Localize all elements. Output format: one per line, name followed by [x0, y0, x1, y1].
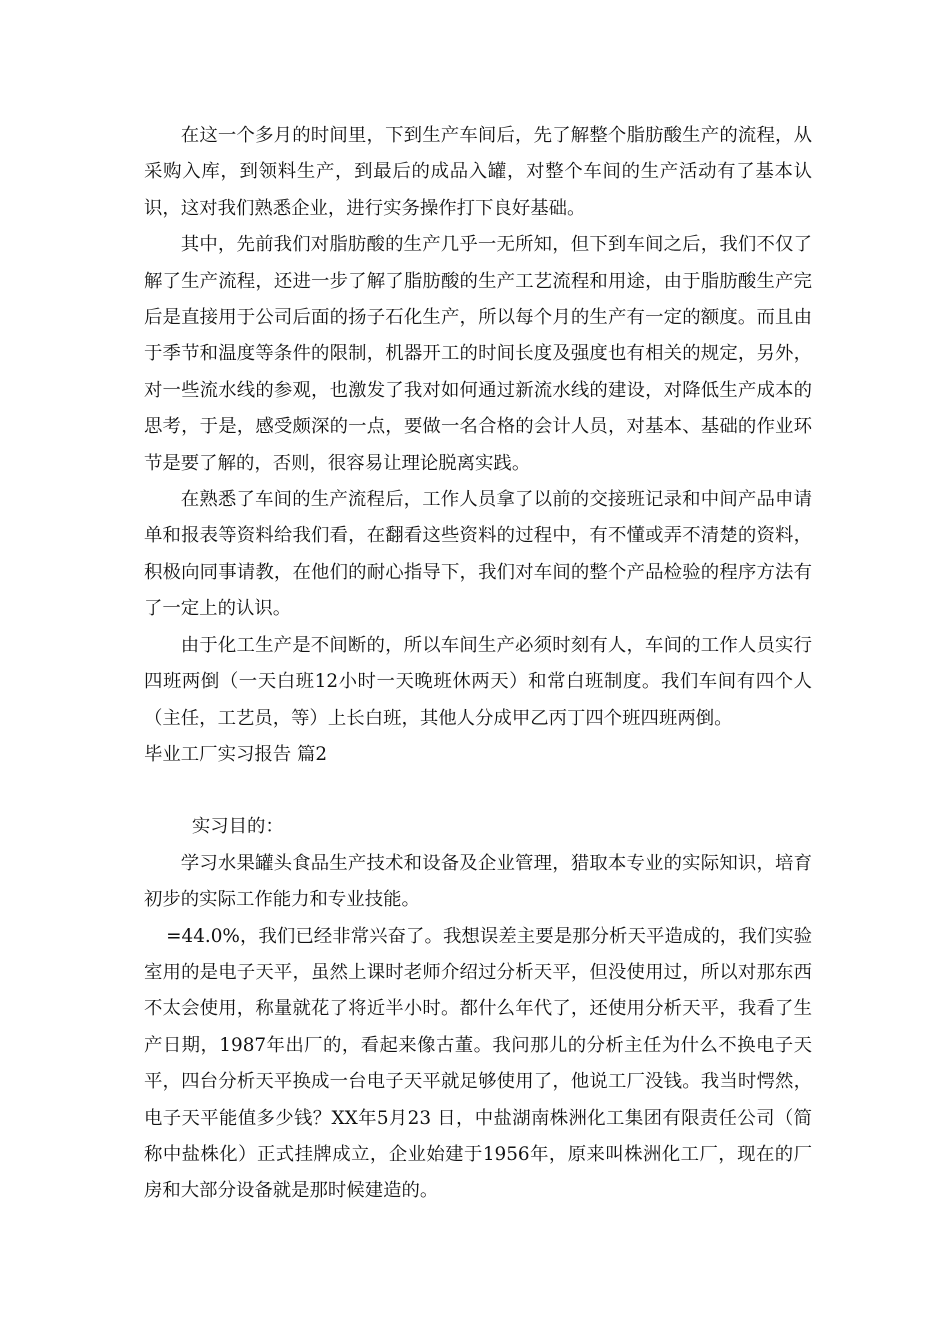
section-spacer	[144, 773, 812, 809]
paragraph-analysis-balance: =44.0%，我们已经非常兴奋了。我想误差主要是那分析天平造成的，我们实验室用的是电子天平，虽然上课时老师介绍过分析天平，但没使用过，所以对那东西不太会使用，称量就花了将近半小时。都什么年代了，还使用分析天平，我看了生产日期，1987年出厂的，看起来像古董。我问那儿的分析主任为什么不换电子天平，四台分析天平换成一台电子天平就足够使用了，他说工厂没钱。我当时愕然，电子天平能值多少钱？XX年5月23 日，中盐湖南株洲化工集团有限责任公司（简称中盐株化）正式挂牌成立，企业始建于1956年，原来叫株洲化工厂，现在的厂房和大部分设备就是那时候建造的。	[144, 925, 812, 1202]
paragraph-fatty-acid-process: 其中，先前我们对脂肪酸的生产几乎一无所知，但下到车间之后，我们不仅了解了生产流程，还进一步了解了脂肪酸的生产工艺流程和用途，由于脂肪酸生产完后是直接用于公司后面的扬子石化生产，所以每个月的生产有一定的额度。而且由于季节和温度等条件的限制，机器开工的时间长度及强度也有相关的规定，另外，对一些流水线的参观，也激发了我对如何通过新流水线的建设，对降低生产成本的思考，于是，感受颇深的一点，要做一名合格的会计人员，对基本、基础的作业环节是要了解的，否则，很容易让理论脱离实践。	[144, 234, 812, 474]
document-page	[144, 118, 812, 1210]
subheading-internship-purpose: 实习目的：	[191, 816, 284, 838]
paragraph-workshop-records: 在熟悉了车间的生产流程后，工作人员拿了以前的交接班记录和中间产品申请单和报表等资料给我们看，在翻看这些资料的过程中，有不懂或弄不清楚的资料，积极向同事请教，在他们的耐心指导下，我们对车间的整个产品检验的程序方法有了一定上的认识。	[144, 489, 812, 620]
paragraph-internship-goal: 学习水果罐头食品生产技术和设备及企业管理，猎取本专业的实际知识，培育初步的实际工作能力和专业技能。	[144, 852, 812, 911]
section-title: 毕业工厂实习报告 篇2	[144, 743, 328, 765]
paragraph-shift-system: 由于化工生产是不间断的，所以车间生产必须时刻有人，车间的工作人员实行四班两倒（一天白班12小时一天晚班休两天）和常白班制度。我们车间有四个人（主任，工艺员，等）上长白班，其他人分成甲乙丙丁四个班四班两倒。	[144, 634, 812, 729]
paragraph-production-flow: 在这一个多月的时间里，下到生产车间后，先了解整个脂肪酸生产的流程，从采购入库，到领料生产，到最后的成品入罐，对整个车间的生产活动有了基本认识，这对我们熟悉企业，进行实务操作打下良好基础。	[144, 125, 812, 219]
